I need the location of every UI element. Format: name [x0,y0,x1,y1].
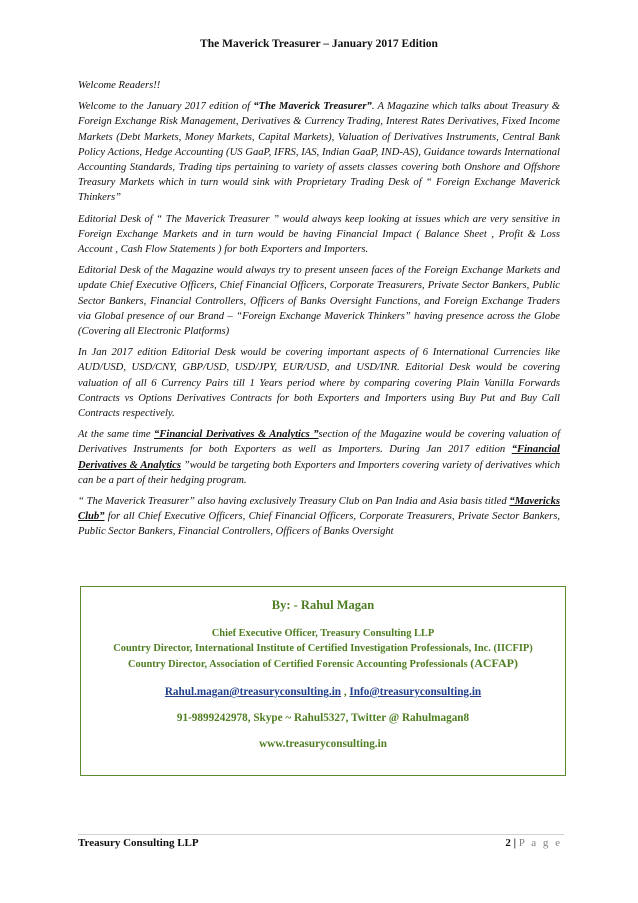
email-separator: , [341,686,350,698]
paragraph-derivatives [78,427,560,488]
paragraph-unseen-faces: Editorial Desk of the Magazine would always try to present unseen faces of the Foreign Exchange Markets and update Chief Executive Officers, Chief Financial Officers, Corporate Treasurers, Private Sector Bankers, Public Sector Bankers, Financial Controllers, Officers of Banks Oversight Functions, and Foreign Exchange Traders via Global presence of our Brand – “Foreign Exchange Maverick Thinkers” having presence across the Globe (Covering all Electronic Platforms) [78,265,560,338]
email-link-info[interactable]: Info@treasuryconsulting.in [349,686,482,698]
role-ceo: Chief Executive Officer, Treasury Consulting LLP [211,628,435,639]
mavericks-club-title: “Mavericks Club” [78,496,560,523]
club-text-post: for all Chief Executive Officers, Chief Financial Officers, Corporate Treasurers, Private Sector Bankers, Public Sector Bankers, Financial Controllers, Officers of Banks Oversight [78,511,560,538]
email-link-rahul[interactable]: Rahul.magan@treasuryconsulting.in [164,686,342,698]
author-info-box [80,586,566,776]
page-word: P a g e [518,837,562,849]
role-acfap-text: Country Director, Association of Certified Forensic Accounting Professionals [128,659,471,670]
club-text-pre: “ The Maverick Treasurer” also having exclusively Treasury Club on Pan India and Asia basis titled [78,496,510,508]
intro-text-pre: Welcome to the January 2017 edition of [78,101,254,113]
paragraph-jan-edition: In Jan 2017 edition Editorial Desk would be covering important aspects of 6 International Currencies like AUD/USD, USD/CNY, GBP/USD, USD/JPY, EUR/USD, and USD/INR. Editorial Desk would be covering valuation of all 6 Currency Pairs till 1 Years period where by comparing covering Plain Vanilla Forwards Contracts vs Options Derivatives Contracts for both Exporters and Importers using Buy Put and Buy Call Contracts respectively. [78,347,560,420]
page-number: 2 | [505,837,519,849]
footer-page-number [505,837,562,849]
derivatives-text-mid: section of the Magazine would be covering valuation of Derivatives Instruments for both Exporters as well as Importers. During Jan 2017 edition [78,429,561,456]
intro-text-post: . A Magazine which talks about Treasury & Foreign Exchange Risk Management, Derivatives & Currency Trading, Interest Rates Derivatives, Fixed Income Markets (Debt Markets, Money Markets, Capital Markets), Valuation of Derivatives Instruments, Central Bank Policy Actions, Hedge Accounting (US GaaP, IFRS, IAS, Indian GaaP, IND-AS), Guidance towards International Accounting Standards, Trading tips pertaining to variety of assets classes covering both Onshore and Offshore Treasury Markets which in turn would sink with Proprietary Trading Desk of “ Foreign Exchange Maverick Thinkers” [78,101,560,204]
role-acfap-abbr: (ACFAP) [470,656,518,670]
contact-phone-skype-twitter: 91-9899242978, Skype ~ Rahul5327, Twitter @ Rahulmagan8 [176,712,470,724]
author-roles [81,626,565,672]
derivatives-text-post: ”would be targeting both Exporters and Importers covering variety of derivatives which can be a part of their hedging program. [78,459,560,486]
role-iicfip: Country Director, International Institute of Certified Investigation Professionals, Inc. (IICFIP) [113,643,533,654]
website-link[interactable]: www.treasuryconsulting.in [259,738,387,750]
greeting: Welcome Readers!! [78,80,161,91]
magazine-title-bold: “The Maverick Treasurer” [253,101,372,113]
paragraph-intro [78,99,560,205]
derivatives-text-pre: At the same time [78,429,155,441]
footer-divider [78,834,564,835]
footer-company: Treasury Consulting LLP [78,837,199,849]
paragraph-editorial-desk: Editorial Desk of “ The Maverick Treasurer ” would always keep looking at issues which are very sensitive in Foreign Exchange Markets and in turn would be having Financial Impact ( Balance Sheet , Profit & Loss Account , Cash Flow Statements ) for both Exporters and Importers. [78,213,560,256]
role-acfap [81,656,565,672]
page-header-title: The Maverick Treasurer – January 2017 Edition [200,38,438,50]
author-byline: By: - Rahul Magan [271,598,375,612]
article-body [78,78,560,546]
derivatives-section-title-2: “Financial Derivatives & Analytics [78,444,560,471]
author-emails [81,686,565,698]
derivatives-section-title: “Financial Derivatives & Analytics ” [154,429,319,441]
paragraph-mavericks-club [78,494,560,540]
